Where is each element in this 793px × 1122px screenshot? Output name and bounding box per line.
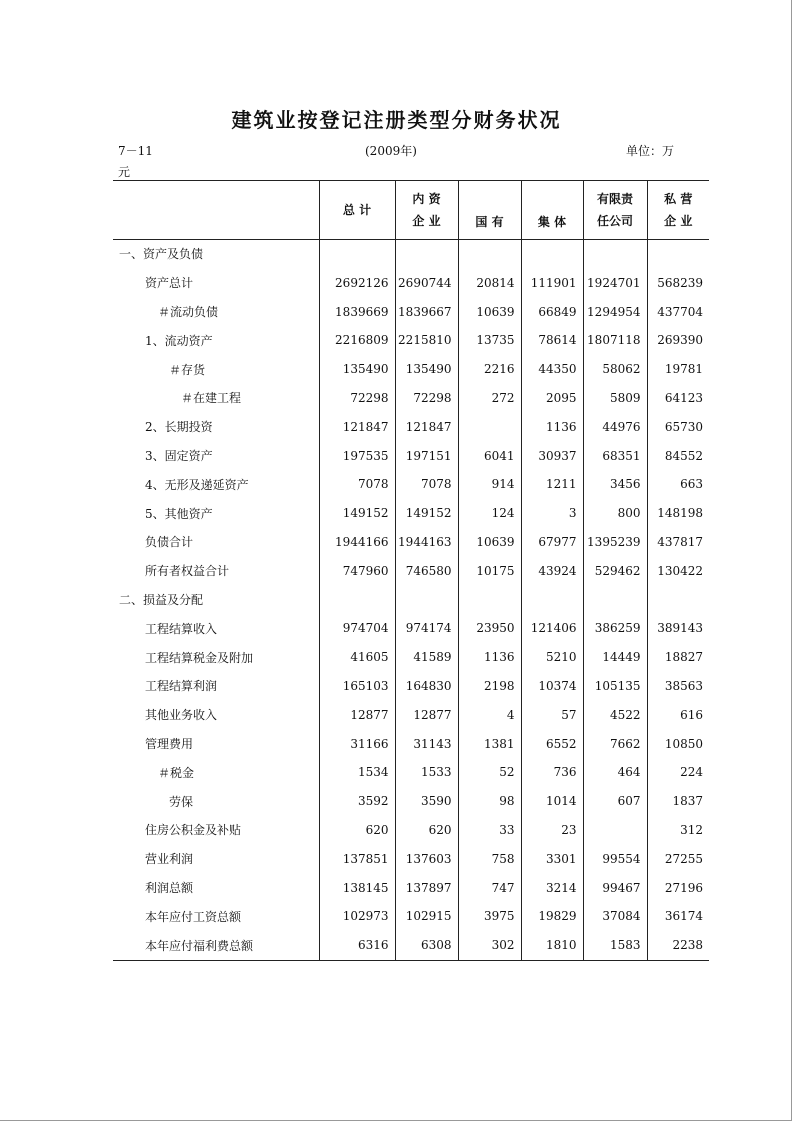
row-label: ＃存货 <box>169 362 206 377</box>
row-value: 5809 <box>583 384 647 413</box>
row-value: 7078 <box>319 470 395 499</box>
row-label: 其他业务收入 <box>145 708 218 723</box>
header-private-2: 企 业 <box>647 210 709 239</box>
row-value: 6041 <box>458 441 521 470</box>
header-private-1: 私 营 <box>647 181 709 210</box>
row-label: 二、损益及分配 <box>119 593 204 608</box>
row-value: 19781 <box>647 355 709 384</box>
header-domestic-1: 内 资 <box>395 181 458 210</box>
row-value: 58062 <box>583 355 647 384</box>
row-value: 1136 <box>521 412 583 441</box>
row-value <box>458 239 521 268</box>
row-label: 劳保 <box>169 794 194 809</box>
row-value: 974704 <box>319 614 395 643</box>
row-value: 197535 <box>319 441 395 470</box>
table-row <box>113 816 709 845</box>
header-total: 总 计 <box>319 181 395 240</box>
row-value: 663 <box>647 470 709 499</box>
row-value: 3301 <box>521 844 583 873</box>
row-value: 747960 <box>319 556 395 585</box>
row-value: 10374 <box>521 672 583 701</box>
row-value: 111901 <box>521 268 583 297</box>
table-row <box>113 844 709 873</box>
table-row <box>113 297 709 326</box>
finance-table <box>113 180 709 961</box>
row-value: 914 <box>458 470 521 499</box>
row-value: 1807118 <box>583 326 647 355</box>
table-row <box>113 758 709 787</box>
row-value: 607 <box>583 787 647 816</box>
row-value: 27196 <box>647 873 709 902</box>
row-value: 3 <box>521 499 583 528</box>
header-state: 国 有 <box>458 181 521 240</box>
row-value: 800 <box>583 499 647 528</box>
row-value: 148198 <box>647 499 709 528</box>
row-value: 41589 <box>395 643 458 672</box>
row-value: 27255 <box>647 844 709 873</box>
row-label: 5、其他资产 <box>145 506 213 521</box>
row-value: 165103 <box>319 672 395 701</box>
header-llc-1: 有限责 <box>583 181 647 210</box>
row-value: 66849 <box>521 297 583 326</box>
row-label: 工程结算利润 <box>145 679 218 694</box>
row-value: 1839667 <box>395 297 458 326</box>
row-value: 1944166 <box>319 528 395 557</box>
row-value: 4522 <box>583 700 647 729</box>
row-value: 386259 <box>583 614 647 643</box>
row-label: 一、资产及负债 <box>113 239 319 268</box>
row-value: 6552 <box>521 729 583 758</box>
row-value: 84552 <box>647 441 709 470</box>
row-value: 31166 <box>319 729 395 758</box>
table-row <box>113 412 709 441</box>
row-value: 19829 <box>521 902 583 931</box>
table-row <box>113 556 709 585</box>
row-value: 10639 <box>458 297 521 326</box>
row-value <box>458 585 521 614</box>
row-value <box>583 816 647 845</box>
row-label: 营业利润 <box>145 852 194 867</box>
row-value <box>395 239 458 268</box>
header-llc-2: 任公司 <box>583 210 647 239</box>
table-row <box>113 585 709 614</box>
row-value: 3214 <box>521 873 583 902</box>
row-value: 529462 <box>583 556 647 585</box>
row-value: 2215810 <box>395 326 458 355</box>
row-value: 1395239 <box>583 528 647 557</box>
row-value: 437817 <box>647 528 709 557</box>
row-label: 本年应付福利费总额 <box>113 931 319 960</box>
row-value: 1014 <box>521 787 583 816</box>
row-value: 3592 <box>319 787 395 816</box>
row-value <box>395 585 458 614</box>
row-value: 65730 <box>647 412 709 441</box>
row-value: 164830 <box>395 672 458 701</box>
table-row <box>113 441 709 470</box>
row-value: 99554 <box>583 844 647 873</box>
table-code: 7－11 <box>118 144 153 158</box>
row-label: 工程结算税金及附加 <box>145 650 254 665</box>
row-value: 3975 <box>458 902 521 931</box>
row-value: 37084 <box>583 902 647 931</box>
row-value: 64123 <box>647 384 709 413</box>
row-value <box>521 585 583 614</box>
row-label: 本年应付工资总额 <box>145 909 242 924</box>
row-value: 68351 <box>583 441 647 470</box>
row-value: 2216 <box>458 355 521 384</box>
row-value: 620 <box>319 816 395 845</box>
row-value: 20814 <box>458 268 521 297</box>
row-value: 130422 <box>647 556 709 585</box>
row-value: 2238 <box>647 931 709 960</box>
row-value <box>319 585 395 614</box>
row-value <box>583 239 647 268</box>
row-value: 7662 <box>583 729 647 758</box>
row-value: 616 <box>647 700 709 729</box>
row-value: 7078 <box>395 470 458 499</box>
row-value: 10639 <box>458 528 521 557</box>
table-year: (2009年) <box>365 144 417 158</box>
row-value: 36174 <box>647 902 709 931</box>
row-value: 3456 <box>583 470 647 499</box>
row-value: 18827 <box>647 643 709 672</box>
row-value: 72298 <box>395 384 458 413</box>
row-label: 2、长期投资 <box>145 420 213 435</box>
row-value: 137851 <box>319 844 395 873</box>
row-value: 30937 <box>521 441 583 470</box>
row-value: 747 <box>458 873 521 902</box>
row-value: 2095 <box>521 384 583 413</box>
row-value: 121406 <box>521 614 583 643</box>
row-value: 736 <box>521 758 583 787</box>
row-value: 78614 <box>521 326 583 355</box>
row-value: 437704 <box>647 297 709 326</box>
row-value: 67977 <box>521 528 583 557</box>
row-value: 124 <box>458 499 521 528</box>
row-value: 135490 <box>395 355 458 384</box>
row-value: 2692126 <box>319 268 395 297</box>
table-row <box>113 499 709 528</box>
table-row <box>113 672 709 701</box>
row-label: ＃在建工程 <box>181 391 242 406</box>
row-value: 31143 <box>395 729 458 758</box>
row-value: 121847 <box>319 412 395 441</box>
table-row <box>113 528 709 557</box>
row-value: 10850 <box>647 729 709 758</box>
row-value: 98 <box>458 787 521 816</box>
table-row <box>113 239 709 268</box>
row-label: 所有者权益合计 <box>145 564 230 579</box>
row-value: 149152 <box>395 499 458 528</box>
row-label: 工程结算收入 <box>145 621 218 636</box>
row-value: 135490 <box>319 355 395 384</box>
table-body <box>113 239 709 960</box>
row-value: 224 <box>647 758 709 787</box>
row-value: 389143 <box>647 614 709 643</box>
row-value: 12877 <box>395 700 458 729</box>
row-value: 52 <box>458 758 521 787</box>
header-blank <box>113 181 319 240</box>
row-value: 1136 <box>458 643 521 672</box>
row-value: 43924 <box>521 556 583 585</box>
row-value: 4 <box>458 700 521 729</box>
row-value: 38563 <box>647 672 709 701</box>
row-value: 1583 <box>583 931 647 960</box>
row-value: 974174 <box>395 614 458 643</box>
row-value: 1944163 <box>395 528 458 557</box>
table-row <box>113 470 709 499</box>
table-row <box>113 268 709 297</box>
table-row <box>113 384 709 413</box>
row-value: 2690744 <box>395 268 458 297</box>
row-label: ＃流动负债 <box>158 305 219 320</box>
table-row <box>113 614 709 643</box>
row-label: ＃税金 <box>158 765 195 780</box>
row-value: 57 <box>521 700 583 729</box>
row-value: 302 <box>458 931 521 960</box>
table-row <box>113 326 709 355</box>
row-value: 121847 <box>395 412 458 441</box>
row-value: 2198 <box>458 672 521 701</box>
row-label: 住房公积金及补贴 <box>145 823 242 838</box>
row-value <box>647 585 709 614</box>
row-value: 44350 <box>521 355 583 384</box>
row-value: 1810 <box>521 931 583 960</box>
row-value: 137603 <box>395 844 458 873</box>
row-value: 1839669 <box>319 297 395 326</box>
table-row <box>113 643 709 672</box>
row-value: 149152 <box>319 499 395 528</box>
row-value: 6308 <box>395 931 458 960</box>
row-label: 利润总额 <box>145 881 194 896</box>
row-label: 资产总计 <box>145 276 194 291</box>
table-row <box>113 355 709 384</box>
row-label: 负债合计 <box>145 535 194 550</box>
row-value: 758 <box>458 844 521 873</box>
row-value: 102973 <box>319 902 395 931</box>
row-value: 197151 <box>395 441 458 470</box>
row-value: 1211 <box>521 470 583 499</box>
row-value: 33 <box>458 816 521 845</box>
row-value <box>458 412 521 441</box>
row-value: 23950 <box>458 614 521 643</box>
row-value: 1924701 <box>583 268 647 297</box>
row-value: 44976 <box>583 412 647 441</box>
row-value: 272 <box>458 384 521 413</box>
header-domestic-2: 企 业 <box>395 210 458 239</box>
row-value: 102915 <box>395 902 458 931</box>
row-value: 464 <box>583 758 647 787</box>
row-value: 568239 <box>647 268 709 297</box>
row-value: 12877 <box>319 700 395 729</box>
row-value: 137897 <box>395 873 458 902</box>
row-label: 4、无形及递延资产 <box>145 477 249 492</box>
row-value: 13735 <box>458 326 521 355</box>
table-row <box>113 873 709 902</box>
row-value: 10175 <box>458 556 521 585</box>
table-row <box>113 787 709 816</box>
row-value: 3590 <box>395 787 458 816</box>
row-label: 3、固定资产 <box>145 449 213 464</box>
row-value: 105135 <box>583 672 647 701</box>
row-value: 269390 <box>647 326 709 355</box>
row-value: 14449 <box>583 643 647 672</box>
header-collective: 集 体 <box>521 181 583 240</box>
table-row <box>113 700 709 729</box>
row-value <box>583 585 647 614</box>
row-label: 管理费用 <box>145 737 194 752</box>
row-value <box>521 239 583 268</box>
row-value: 746580 <box>395 556 458 585</box>
unit-label: 单位：万 <box>626 144 675 158</box>
row-value: 1534 <box>319 758 395 787</box>
row-value: 1294954 <box>583 297 647 326</box>
page-title: 建筑业按登记注册类型分财务状况 <box>231 108 562 132</box>
row-value: 2216809 <box>319 326 395 355</box>
row-value <box>647 239 709 268</box>
row-value: 23 <box>521 816 583 845</box>
row-value: 1533 <box>395 758 458 787</box>
row-value: 138145 <box>319 873 395 902</box>
table-row <box>113 729 709 758</box>
row-value <box>319 239 395 268</box>
row-value: 5210 <box>521 643 583 672</box>
row-value: 99467 <box>583 873 647 902</box>
row-value: 1837 <box>647 787 709 816</box>
row-value: 312 <box>647 816 709 845</box>
row-label: 1、流动资产 <box>145 333 213 348</box>
row-value: 620 <box>395 816 458 845</box>
table-row <box>113 902 709 931</box>
row-value: 41605 <box>319 643 395 672</box>
unit-label-cont: 元 <box>118 165 131 179</box>
row-value: 6316 <box>319 931 395 960</box>
row-value: 72298 <box>319 384 395 413</box>
table-row <box>113 931 709 960</box>
row-value: 1381 <box>458 729 521 758</box>
